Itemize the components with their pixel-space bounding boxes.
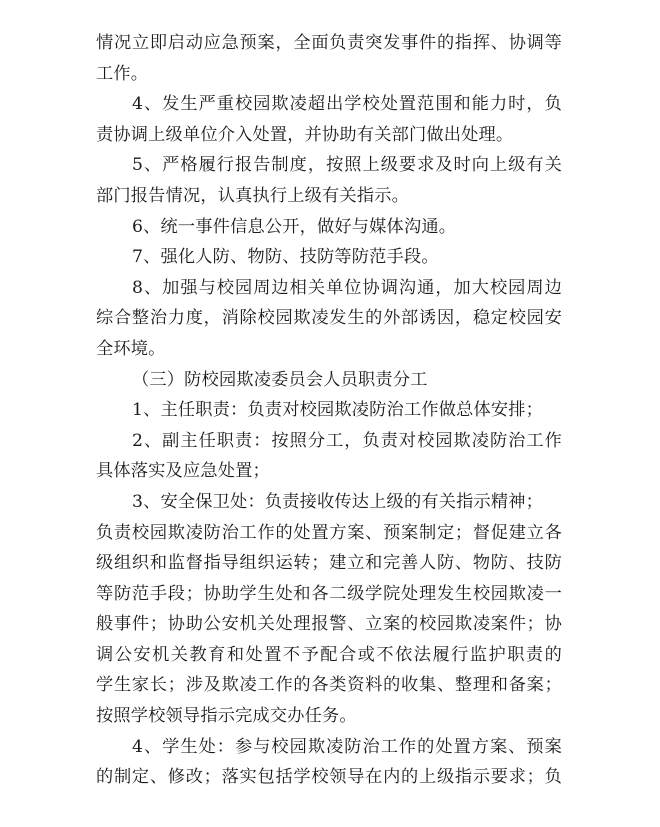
text-line: 的制定、修改；落实包括学校领导在内的上级指示要求；负 (96, 767, 562, 788)
text-line: 级组织和监督指导组织运转；建立和完善人防、物防、技防 (96, 553, 562, 574)
text-line: 情况立即启动应急预案，全面负责突发事件的指挥、协调等 (96, 33, 562, 53)
duty-item-2: 2、副主任职责：按照分工，负责对校园欺凌防治工作 (132, 430, 562, 451)
text-line: 部门报告情况，认真执行上级有关指示。 (96, 185, 409, 206)
text-line: 责协调上级单位介入处置，并协助有关部门做出处理。 (96, 124, 514, 145)
text-line: 等防范手段；协助学生处和各二级学院处理发生校园欺凌一 (96, 583, 562, 604)
text-line: 负责校园欺凌防治工作的处置方案、预案制定；督促建立各 (96, 522, 562, 543)
list-item-8: 8、加强与校园周边相关单位协调沟通，加大校园周边 (132, 277, 562, 298)
text-line: 全环境。 (96, 338, 166, 359)
text-line: 按照学校领导指示完成交办任务。 (96, 706, 357, 727)
document-body (96, 28, 562, 793)
text-line: 综合整治力度，消除校园欺凌发生的外部诱因，稳定校园安 (96, 308, 562, 329)
list-item-6: 6、统一事件信息公开，做好与媒体沟通。 (132, 216, 457, 237)
list-item-4: 4、发生严重校园欺凌超出学校处置范围和能力时，负 (132, 94, 562, 115)
text-line: 学生家长；涉及欺凌工作的各类资料的收集、整理和备案； (96, 675, 562, 696)
duty-item-4: 4、学生处：参与校园欺凌防治工作的处置方案、预案 (132, 736, 562, 757)
duty-item-3: 3、安全保卫处：负责接收传达上级的有关指示精神； (132, 491, 544, 512)
text-line: 调公安机关教育和处置不予配合或不依法履行监护职责的 (96, 644, 562, 665)
duty-item-1: 1、主任职责：负责对校园欺凌防治工作做总体安排； (132, 400, 544, 421)
list-item-7: 7、强化人防、物防、技防等防范手段。 (132, 247, 439, 268)
list-item-5: 5、严格履行报告制度，按照上级要求及时向上级有关 (132, 155, 562, 176)
text-line: 工作。 (96, 63, 149, 84)
section-heading: （三）防校园欺凌委员会人员职责分工 (132, 369, 428, 390)
text-line: 具体落实及应急处置； (96, 461, 270, 482)
text-line: 般事件；协助公安机关处理报警、立案的校园欺凌案件；协 (96, 614, 562, 635)
